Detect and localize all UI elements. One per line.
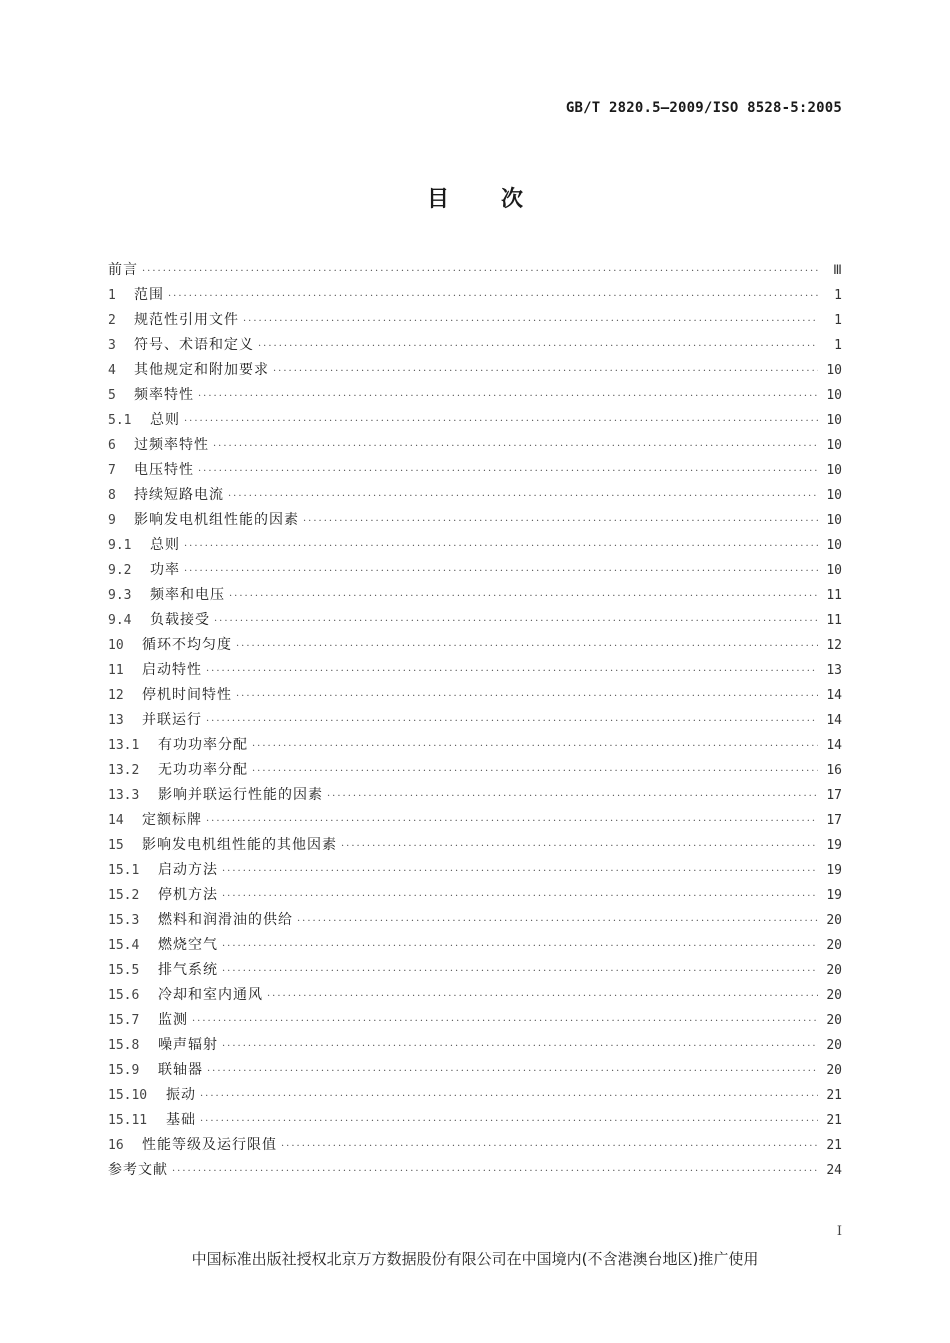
toc-entry-number: 15.5 (108, 963, 140, 978)
toc-entry-number: 5 (108, 388, 116, 403)
toc-leader-dots (297, 909, 818, 934)
toc-entry[interactable] (108, 383, 842, 408)
toc-entry[interactable] (108, 508, 842, 533)
toc-leader-dots (200, 1084, 818, 1109)
toc-leader-dots (341, 834, 818, 859)
toc-entry-title: 启动方法 (158, 862, 218, 878)
toc-entry-number: 5.1 (108, 413, 132, 428)
toc-leader-dots (198, 459, 818, 484)
toc-entry-title: 冷却和室内通风 (158, 987, 263, 1003)
toc-entry-title: 频率特性 (134, 387, 194, 403)
toc-entry-number: 9.3 (108, 588, 132, 603)
toc-entry-number: 13.3 (108, 788, 140, 803)
toc-entry-page: 12 (826, 638, 842, 653)
toc-entry-title: 停机时间特性 (142, 687, 232, 703)
toc-entry-page: 19 (826, 888, 842, 903)
toc-entry-title: 停机方法 (158, 887, 218, 903)
toc-leader-dots (222, 934, 818, 959)
toc-entry-title: 总则 (150, 412, 180, 428)
toc-leader-dots (207, 1059, 818, 1084)
toc-entry[interactable] (108, 808, 842, 833)
toc-entry[interactable] (108, 733, 842, 758)
toc-entry-page: 21 (826, 1088, 842, 1103)
toc-leader-dots (200, 1109, 818, 1134)
toc-entry-page: 10 (826, 413, 842, 428)
toc-entry-number: 15.10 (108, 1088, 148, 1103)
toc-leader-dots (252, 759, 818, 784)
toc-entry-title: 负载接受 (150, 612, 210, 628)
toc-entry-number: 15.7 (108, 1013, 140, 1028)
toc-leader-dots (273, 359, 818, 384)
toc-entry-title: 排气系统 (158, 962, 218, 978)
toc-entry-number: 10 (108, 638, 124, 653)
toc-entry-number: 15.4 (108, 938, 140, 953)
title-char-1: 目 (426, 187, 449, 212)
toc-leader-dots (172, 1159, 818, 1184)
toc-entry-title: 燃烧空气 (158, 937, 218, 953)
license-footer: 中国标准出版社授权北京万方数据股份有限公司在中国境内(不含港澳台地区)推广使用 (191, 1250, 759, 1268)
toc-entry-number: 13.2 (108, 763, 140, 778)
toc-entry[interactable] (108, 558, 842, 583)
toc-leader-dots (267, 984, 818, 1009)
toc-leader-dots (243, 309, 818, 334)
toc-entry[interactable] (108, 483, 842, 508)
toc-entry-title: 范围 (134, 287, 164, 303)
toc-entry-page: 11 (826, 588, 842, 603)
toc-entry-title: 持续短路电流 (134, 487, 224, 503)
toc-entry[interactable] (108, 883, 842, 908)
toc-leader-dots (184, 559, 818, 584)
toc-entry-title: 燃料和润滑油的供给 (158, 912, 293, 928)
toc-leader-dots (222, 959, 818, 984)
toc-entry-number: 13 (108, 713, 124, 728)
toc-entry-number: 13.1 (108, 738, 140, 753)
toc-entry-title: 监测 (158, 1012, 188, 1028)
toc-entry-number: 15.11 (108, 1113, 148, 1128)
toc-entry-title: 无功功率分配 (158, 762, 248, 778)
toc-entry-page: 20 (826, 913, 842, 928)
toc-leader-dots (213, 434, 818, 459)
toc-entry[interactable] (108, 1058, 842, 1083)
toc-entry-title: 影响发电机组性能的因素 (134, 512, 299, 528)
toc-entry-number: 9.4 (108, 613, 132, 628)
toc-entry-page: 20 (826, 938, 842, 953)
toc-entry[interactable] (108, 783, 842, 808)
toc-entry-page: 1 (834, 288, 842, 303)
toc-entry-number: 4 (108, 363, 116, 378)
toc-entry[interactable] (108, 858, 842, 883)
toc-entry-page: 10 (826, 363, 842, 378)
toc-entry[interactable] (108, 308, 842, 333)
toc-entry[interactable] (108, 283, 842, 308)
toc-entry-page: 19 (826, 863, 842, 878)
toc-entry-page: 20 (826, 963, 842, 978)
toc-leader-dots (236, 634, 818, 659)
toc-entry-title: 性能等级及运行限值 (142, 1137, 277, 1153)
toc-entry[interactable] (108, 683, 842, 708)
toc-entry-number: 15.3 (108, 913, 140, 928)
toc-leader-dots (168, 284, 818, 309)
toc-entry-number: 15.2 (108, 888, 140, 903)
toc-entry[interactable] (108, 433, 842, 458)
toc-entry[interactable] (108, 758, 842, 783)
page-number: I (836, 1224, 842, 1239)
toc-leader-dots (258, 334, 818, 359)
toc-entry-number: 7 (108, 463, 116, 478)
toc-entry-page: 14 (826, 688, 842, 703)
toc-entry[interactable] (108, 458, 842, 483)
toc-entry[interactable] (108, 833, 842, 858)
standard-code-header: GB/T 2820.5—2009/ISO 8528-5:2005 (565, 100, 842, 116)
toc-entry-number: 15.9 (108, 1063, 140, 1078)
toc-entry-number: 3 (108, 338, 116, 353)
toc-leader-dots (214, 609, 818, 634)
toc-leader-dots (222, 859, 818, 884)
toc-entry[interactable] (108, 1158, 842, 1183)
toc-leader-dots (327, 784, 818, 809)
toc-entry[interactable] (108, 333, 842, 358)
toc-entry-title: 频率和电压 (150, 587, 225, 603)
toc-leader-dots (198, 384, 818, 409)
toc-entry-number: 15.1 (108, 863, 140, 878)
toc-entry[interactable] (108, 658, 842, 683)
toc-entry[interactable] (108, 908, 842, 933)
toc-entry-title: 符号、术语和定义 (134, 337, 254, 353)
toc-leader-dots (229, 584, 818, 609)
toc-entry-page: 1 (834, 338, 842, 353)
page-title (0, 182, 950, 213)
toc-entry-title: 启动特性 (142, 662, 202, 678)
toc-leader-dots (206, 709, 818, 734)
toc-entry-page: 14 (826, 738, 842, 753)
toc-entry-page: 14 (826, 713, 842, 728)
toc-leader-dots (184, 409, 818, 434)
toc-leader-dots (192, 1009, 818, 1034)
toc-entry-title: 影响发电机组性能的其他因素 (142, 837, 337, 853)
toc-entry-page: 11 (826, 613, 842, 628)
toc-entry-title: 有功功率分配 (158, 737, 248, 753)
toc-leader-dots (206, 809, 818, 834)
toc-entry-title: 功率 (150, 562, 180, 578)
toc-entry[interactable] (108, 1008, 842, 1033)
toc-entry[interactable] (108, 1133, 842, 1158)
toc-leader-dots (236, 684, 818, 709)
toc-entry[interactable] (108, 408, 842, 433)
toc-entry-title: 过频率特性 (134, 437, 209, 453)
toc-entry-title: 前言 (108, 262, 138, 278)
toc-entry-title: 参考文献 (108, 1162, 168, 1178)
toc-leader-dots (281, 1134, 818, 1159)
toc-entry-title: 振动 (166, 1087, 196, 1103)
toc-leader-dots (252, 734, 818, 759)
toc-entry[interactable] (108, 1108, 842, 1133)
toc-entry-title: 影响并联运行性能的因素 (158, 787, 323, 803)
toc-entry-number: 14 (108, 813, 124, 828)
toc-leader-dots (228, 484, 818, 509)
toc-entry-number: 1 (108, 288, 116, 303)
toc-entry[interactable] (108, 708, 842, 733)
toc-entry-title: 规范性引用文件 (134, 312, 239, 328)
toc-entry[interactable] (108, 933, 842, 958)
toc-entry-number: 16 (108, 1138, 124, 1153)
toc-entry[interactable] (108, 258, 842, 283)
toc-entry-number: 9 (108, 513, 116, 528)
toc-leader-dots (222, 884, 818, 909)
toc-entry-page: 13 (826, 663, 842, 678)
toc-entry[interactable] (108, 958, 842, 983)
toc-leader-dots (303, 509, 818, 534)
toc-entry[interactable] (108, 608, 842, 633)
toc-entry-title: 定额标牌 (142, 812, 202, 828)
toc-entry[interactable] (108, 983, 842, 1008)
toc-entry[interactable] (108, 533, 842, 558)
table-of-contents (108, 258, 842, 1183)
toc-leader-dots (184, 534, 818, 559)
toc-entry-number: 11 (108, 663, 124, 678)
toc-entry-page: 20 (826, 1013, 842, 1028)
toc-entry[interactable] (108, 633, 842, 658)
toc-entry-page: 1 (834, 313, 842, 328)
toc-entry-page: 21 (826, 1138, 842, 1153)
title-char-2: 次 (501, 187, 524, 212)
toc-entry-title: 电压特性 (134, 462, 194, 478)
toc-entry-title: 并联运行 (142, 712, 202, 728)
toc-leader-dots (142, 259, 818, 284)
toc-entry-page: 16 (826, 763, 842, 778)
toc-entry[interactable] (108, 1033, 842, 1058)
toc-entry-title: 总则 (150, 537, 180, 553)
toc-entry[interactable] (108, 1083, 842, 1108)
toc-entry-page: 10 (826, 438, 842, 453)
toc-entry-page: 19 (826, 838, 842, 853)
toc-entry-number: 6 (108, 438, 116, 453)
toc-entry[interactable] (108, 583, 842, 608)
toc-entry-number: 2 (108, 313, 116, 328)
toc-entry-page: Ⅲ (833, 263, 842, 278)
toc-entry[interactable] (108, 358, 842, 383)
toc-entry-page: 10 (826, 488, 842, 503)
toc-entry-page: 21 (826, 1113, 842, 1128)
toc-leader-dots (206, 659, 818, 684)
toc-entry-title: 联轴器 (158, 1062, 203, 1078)
toc-entry-number: 15 (108, 838, 124, 853)
toc-entry-page: 17 (826, 813, 842, 828)
toc-entry-page: 20 (826, 1038, 842, 1053)
toc-entry-title: 循环不均匀度 (142, 637, 232, 653)
toc-leader-dots (222, 1034, 818, 1059)
toc-entry-number: 9.1 (108, 538, 132, 553)
toc-entry-number: 15.6 (108, 988, 140, 1003)
toc-entry-number: 8 (108, 488, 116, 503)
toc-entry-page: 10 (826, 513, 842, 528)
toc-entry-page: 17 (826, 788, 842, 803)
toc-entry-page: 10 (826, 388, 842, 403)
toc-entry-title: 其他规定和附加要求 (134, 362, 269, 378)
toc-entry-page: 24 (826, 1163, 842, 1178)
toc-entry-page: 20 (826, 988, 842, 1003)
toc-entry-page: 10 (826, 563, 842, 578)
toc-entry-number: 9.2 (108, 563, 132, 578)
toc-entry-page: 10 (826, 538, 842, 553)
toc-entry-page: 10 (826, 463, 842, 478)
toc-entry-page: 20 (826, 1063, 842, 1078)
toc-entry-title: 基础 (166, 1112, 196, 1128)
toc-entry-title: 噪声辐射 (158, 1037, 218, 1053)
toc-entry-number: 12 (108, 688, 124, 703)
toc-entry-number: 15.8 (108, 1038, 140, 1053)
